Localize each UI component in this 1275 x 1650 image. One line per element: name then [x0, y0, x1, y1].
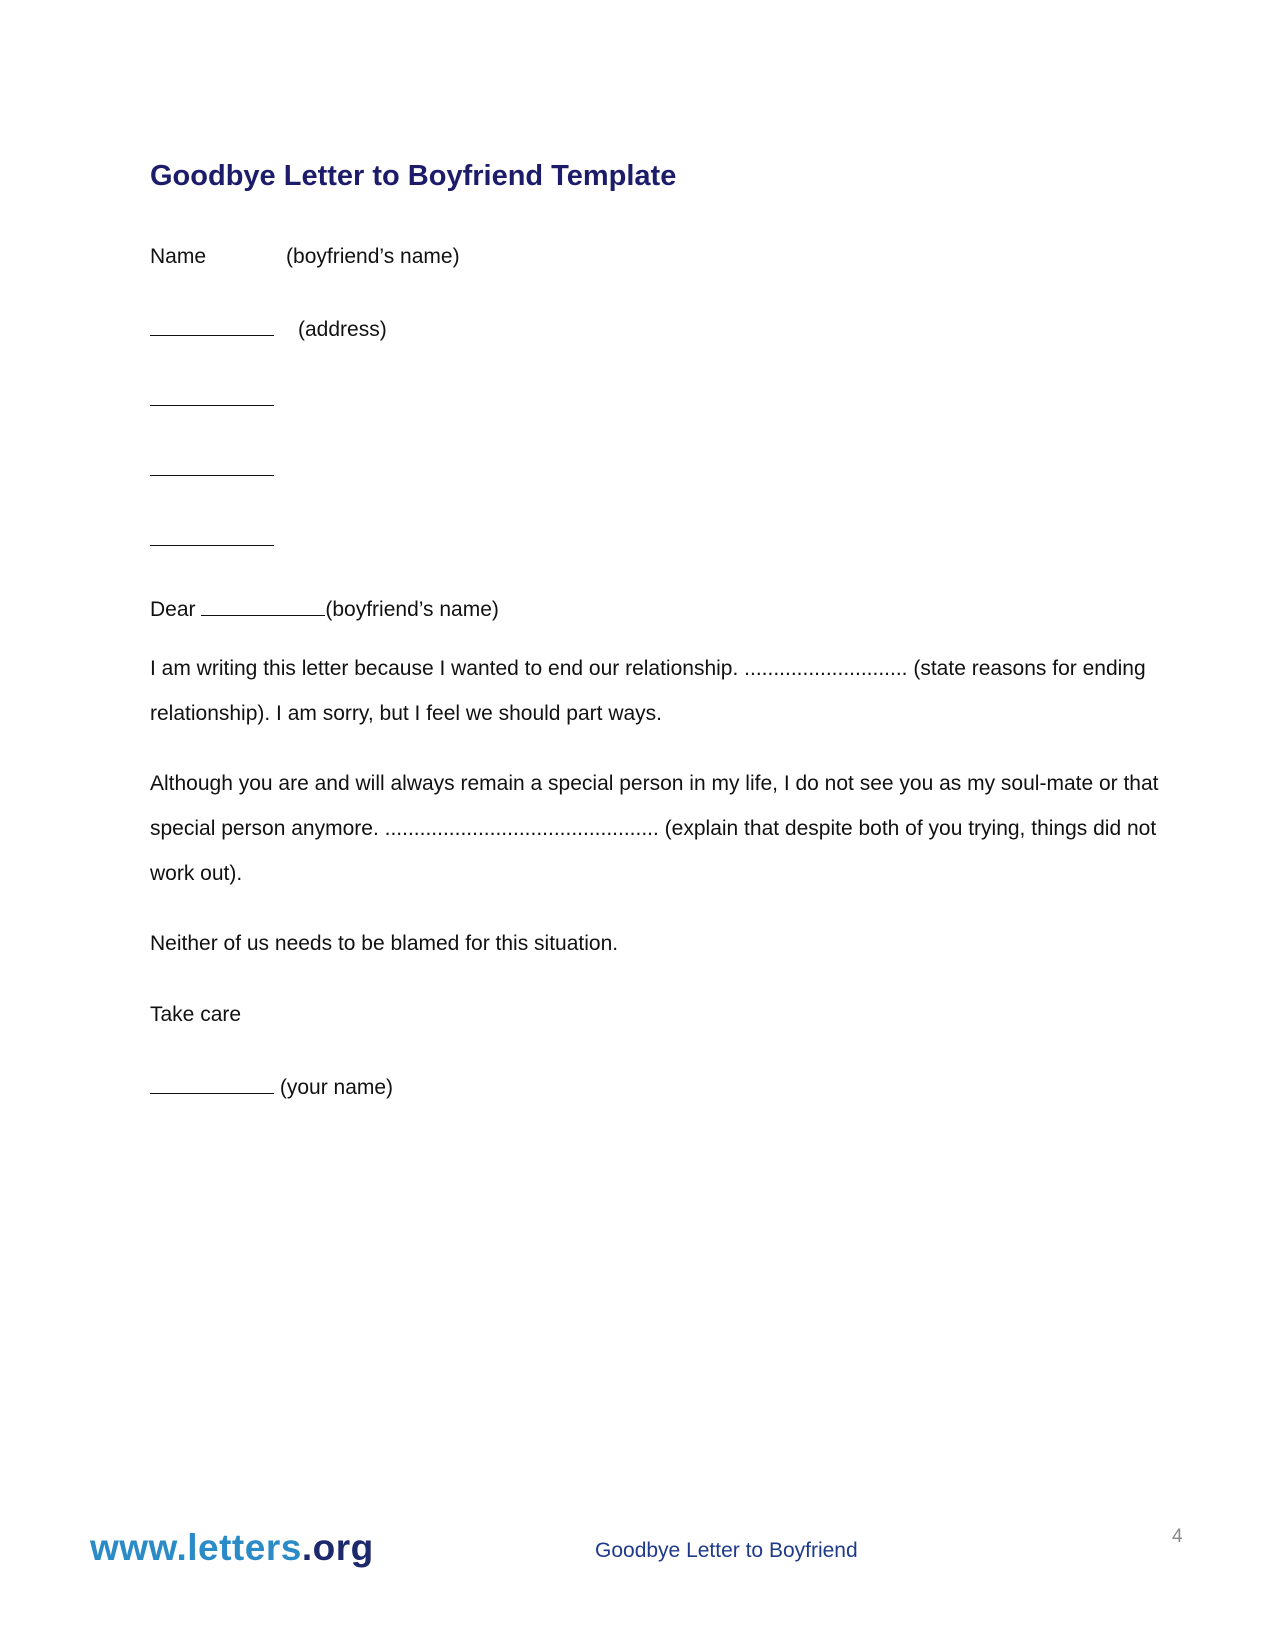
paragraph-3: Neither of us needs to be blamed for this situation. — [150, 932, 619, 955]
dear-blank — [201, 594, 325, 616]
paragraph-2: Although you are and will always remain a special person in my life, I do not see you as my soul-mate or that special person anymore. ............................................... (explain that despite both of you trying, things did not work out). — [150, 772, 1159, 885]
closing: Take care — [150, 1003, 242, 1026]
salutation-line — [150, 594, 499, 623]
name-line — [150, 244, 460, 270]
logo-extension-text: .org — [301, 1527, 374, 1568]
document-title: Goodbye Letter to Boyfriend Template — [150, 160, 677, 192]
address-line-1 — [150, 314, 387, 343]
address-blank-1 — [150, 314, 274, 336]
footer-document-name: Goodbye Letter to Boyfriend — [595, 1539, 858, 1562]
address-line-3 — [150, 454, 274, 483]
logo-main-text: www.letters — [90, 1527, 302, 1568]
address-line-4 — [150, 524, 274, 553]
address-line-2 — [150, 384, 274, 413]
dear-hint: (boyfriend’s name) — [325, 598, 499, 621]
name-hint: (boyfriend’s name) — [286, 245, 460, 268]
signature-line — [150, 1072, 393, 1101]
address-blank-4 — [150, 524, 274, 546]
site-logo — [90, 1527, 374, 1569]
address-blank-2 — [150, 384, 274, 406]
paragraph-1: I am writing this letter because I wanted to end our relationship. ............................ (state reasons for ending relationship). I am sorry, but I feel we should part ways. — [150, 657, 1146, 725]
address-blank-3 — [150, 454, 274, 476]
signature-hint: (your name) — [279, 1076, 394, 1099]
page-number: 4 — [1172, 1526, 1183, 1547]
address-hint: (address) — [298, 318, 387, 341]
name-label: Name — [150, 245, 207, 268]
dear-label: Dear — [150, 598, 196, 621]
signature-blank — [150, 1072, 274, 1094]
